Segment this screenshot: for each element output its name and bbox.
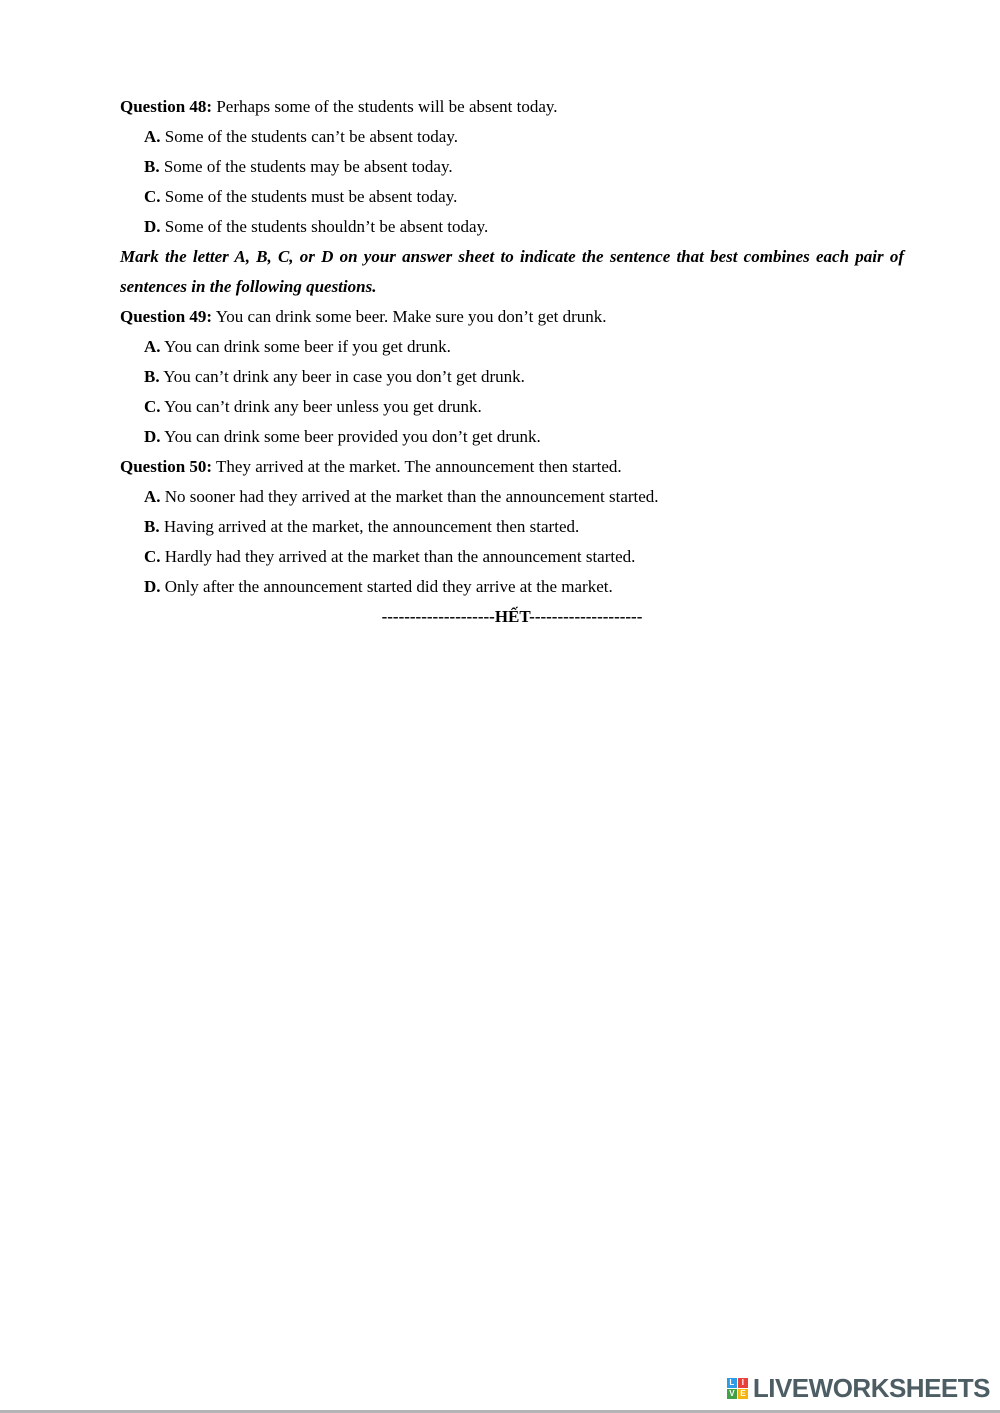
- liveworksheets-icon: [727, 1378, 748, 1399]
- question-50-option-a: [120, 482, 904, 512]
- option-text: Some of the students shouldn’t be absent today.: [164, 217, 489, 236]
- option-letter: D.: [144, 217, 161, 236]
- question-48-option-a: [120, 122, 904, 152]
- option-letter: D.: [144, 577, 161, 596]
- question-49-block: [120, 302, 904, 452]
- icon-square-e: E: [738, 1389, 748, 1399]
- option-letter: B.: [144, 517, 160, 536]
- option-text: No sooner had they arrived at the market than the announcement started.: [164, 487, 659, 506]
- option-letter: C.: [144, 187, 161, 206]
- option-text: You can drink some beer provided you don’t get drunk.: [164, 427, 541, 446]
- option-letter: A.: [144, 127, 161, 146]
- question-50-option-b: [120, 512, 904, 542]
- question-48-option-b: [120, 152, 904, 182]
- question-48-block: [120, 92, 904, 242]
- icon-square-l: L: [727, 1378, 737, 1388]
- option-text: You can’t drink any beer in case you don’t get drunk.: [163, 367, 525, 386]
- liveworksheets-wordmark: LIVEWORKSHEETS: [752, 1373, 990, 1403]
- question-50-prompt-line: [120, 452, 904, 482]
- option-letter: C.: [144, 547, 161, 566]
- liveworksheets-footer: [727, 1373, 990, 1404]
- option-text: Some of the students can’t be absent today.: [164, 127, 458, 146]
- option-letter: B.: [144, 367, 160, 386]
- option-text: Only after the announcement started did they arrive at the market.: [164, 577, 613, 596]
- question-50-number: Question 50:: [120, 457, 213, 476]
- question-50-option-c: [120, 542, 904, 572]
- question-48-option-c: [120, 182, 904, 212]
- question-48-option-d: [120, 212, 904, 242]
- section-instruction: Mark the letter A, B, C, or D on your answer sheet to indicate the sentence that best combines each pair of sentences in the following questions.: [120, 247, 904, 296]
- question-48-number: Question 48:: [120, 97, 213, 116]
- exam-content: [0, 0, 1000, 632]
- liveworksheets-logo[interactable]: [727, 1373, 990, 1404]
- question-48-text: Perhaps some of the students will be absent today.: [216, 97, 558, 116]
- end-marker: --------------------HẾT--------------------: [381, 607, 643, 626]
- option-letter: A.: [144, 337, 161, 356]
- question-49-option-b: [120, 362, 904, 392]
- question-49-option-d: [120, 422, 904, 452]
- question-50-text: They arrived at the market. The announcement then started.: [216, 457, 622, 476]
- question-49-number: Question 49:: [120, 307, 213, 326]
- question-49-prompt-line: [120, 302, 904, 332]
- option-text: Some of the students must be absent today.: [164, 187, 458, 206]
- option-text: Hardly had they arrived at the market than the announcement started.: [164, 547, 636, 566]
- question-49-option-c: [120, 392, 904, 422]
- option-text: Having arrived at the market, the announcement then started.: [163, 517, 580, 536]
- question-50-block: [120, 452, 904, 602]
- option-letter: C.: [144, 397, 161, 416]
- question-50-option-d: [120, 572, 904, 602]
- icon-square-i: I: [738, 1378, 748, 1388]
- option-letter: B.: [144, 157, 160, 176]
- option-text: Some of the students may be absent today.: [163, 157, 453, 176]
- icon-square-v: V: [727, 1389, 737, 1399]
- question-49-option-a: [120, 332, 904, 362]
- option-text: You can drink some beer if you get drunk.: [164, 337, 451, 356]
- option-text: You can’t drink any beer unless you get drunk.: [164, 397, 482, 416]
- question-49-text: You can drink some beer. Make sure you don’t get drunk.: [215, 307, 607, 326]
- question-48-prompt-line: [120, 92, 904, 122]
- option-letter: D.: [144, 427, 161, 446]
- option-letter: A.: [144, 487, 161, 506]
